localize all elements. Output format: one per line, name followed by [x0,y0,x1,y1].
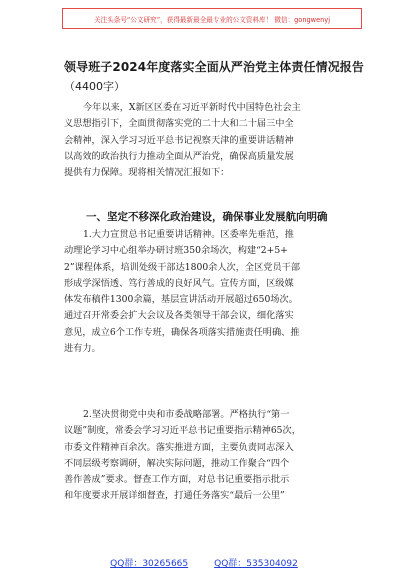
text-line: 2.坚决贯彻党中央和市委战略部署。严格执行“第一 [83,409,290,420]
text-line: 议题”制度，常委会学习习近平总书记重要指示精神65次， [64,425,301,437]
header-banner: 关注头条号“公文研究”，获得最新最全最专业的公文资料库！ 微信：gongwenyj [62,8,362,29]
text-line: 义思想指引下，全面贯彻落实党的二十大和二十届三中全 [64,118,294,130]
section-heading: 一、坚定不移深化政治建设，确保事业发展航向明确 [86,211,328,223]
document-title: 领导班子2024年度落实全面从严治党主体责任情况报告 [64,60,365,74]
text-line: 进有力。 [64,343,101,355]
text-line: 体发布稿件1300余篇，基层宣讲活动开展超过650场次。 [64,294,298,306]
qq-group-link-2[interactable]: QQ群：535304092 [214,559,298,569]
text-line: 会精神，深入学习习近平总书记视察天津的重要讲话精神 [64,134,294,146]
text-line: 今年以来，X新区区委在习近平新时代中国特色社会主 [83,102,301,113]
word-count: （4400字） [64,80,125,93]
text-line: 市委文件精神百余次。落实推进方面，主要负责同志深入 [64,441,294,453]
text-line: 善作善成”要求。督查工作方面，对总书记重要指示批示 [64,474,290,486]
text-line: 不同层级考察调研，解决实际问题，推动工作聚合“四个 [64,457,290,469]
paragraph-1 [64,227,348,357]
text-line: 动理论学习中心组举办研讨班350余场次，构建“2+5+ [64,245,288,257]
text-line: 2”课程体系，培训处级干部达1800余人次，全区党员干部 [64,261,301,273]
text-line: 和年度要求开展详细督查，打通任务落实“最后一公里” [64,490,285,502]
paragraph-intro [64,100,348,181]
text-line: 1.大力宣贯总书记重要讲话精神。区委率先垂范，推 [83,229,294,240]
text-line: 以高效的政治执行力推动全面从严治党，确保高质量发展 [64,150,294,162]
footer [0,556,408,569]
text-line: 形成学深悟透、笃行善成的良好风气。宣传方面，区级媒 [64,277,294,289]
text-line: 通过召开常委会扩大会议及各类领导干部会议，细化落实 [64,310,294,322]
text-line: 提供有力保障。现将相关情况汇报如下： [64,167,230,179]
text-line: 意见，成立6个工作专班，确保各项落实措施责任明确、推 [64,326,300,338]
qq-group-link-1[interactable]: QQ群：30265665 [110,559,189,569]
paragraph-2 [64,407,348,505]
